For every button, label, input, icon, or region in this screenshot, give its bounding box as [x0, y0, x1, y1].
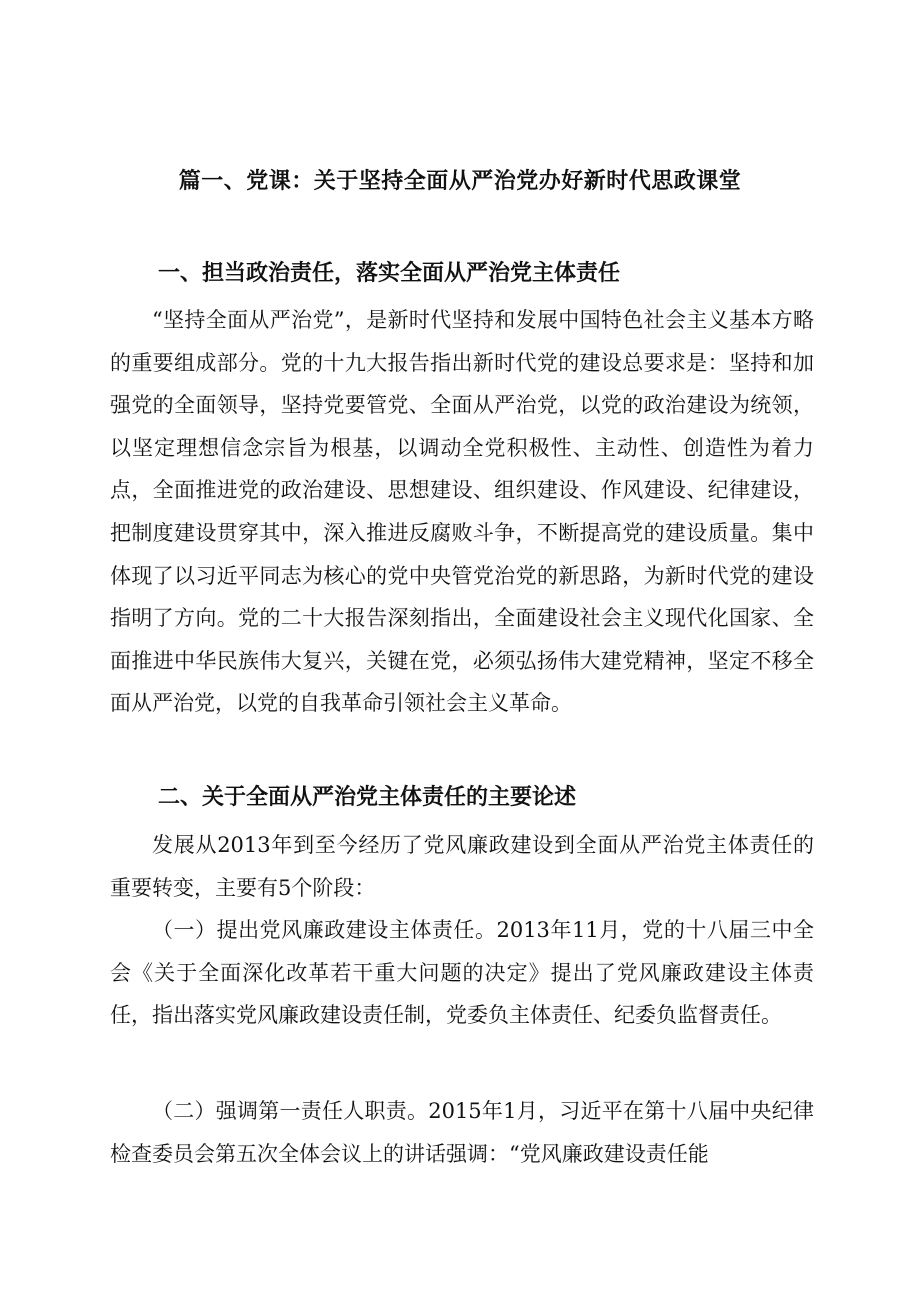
document-title: 篇一、党课：关于坚持全面从严治党办好新时代思政课堂	[178, 169, 742, 194]
section-2-intro-paragraph: 发展从2013年到至今经历了党风廉政建设到全面从严治党主体责任的重要转变，主要有5个阶段：	[110, 833, 814, 900]
section-heading-2: 二、关于全面从严治党主体责任的主要论述	[158, 785, 577, 810]
stage-2-paragraph: （二）强调第一责任人职责。2015年1月，习近平在第十八届中央纪律检查委员会第五次全体会议上的讲话强调：“党风廉政建设责任能	[110, 1099, 814, 1166]
section-heading-1: 一、担当政治责任，落实全面从严治党主体责任	[158, 261, 621, 286]
section-1-paragraph: “坚持全面从严治党”，是新时代坚持和发展中国特色社会主义基本方略的重要组成部分。党的十九大报告指出新时代党的建设总要求是：坚持和加强党的全面领导，坚持党要管党、全面从严治党，以党的政治建设为统领，以坚定理想信念宗旨为根基，以调动全党积极性、主动性、创造性为着力点，全面推进党的政治建设、思想建设、组织建设、作风建设、纪律建设，把制度建设贯穿其中，深入推进反腐败斗争，不断提高党的建设质量。集中体现了以习近平同志为核心的党中央管党治党的新思路，为新时代党的建设指明了方向。党的二十大报告深刻指出，全面建设社会主义现代化国家、全面推进中华民族伟大复兴，关键在党，必须弘扬伟大建党精神，坚定不移全面从严治党，以党的自我革命引领社会主义革命。	[110, 308, 814, 716]
stage-1-paragraph: （一）提出党风廉政建设主体责任。2013年11月，党的十八届三中全会《关于全面深化改革若干重大问题的决定》提出了党风廉政建设主体责任，指出落实党风廉政建设责任制，党委负主体责任、纪委负监督责任。	[110, 918, 814, 1028]
